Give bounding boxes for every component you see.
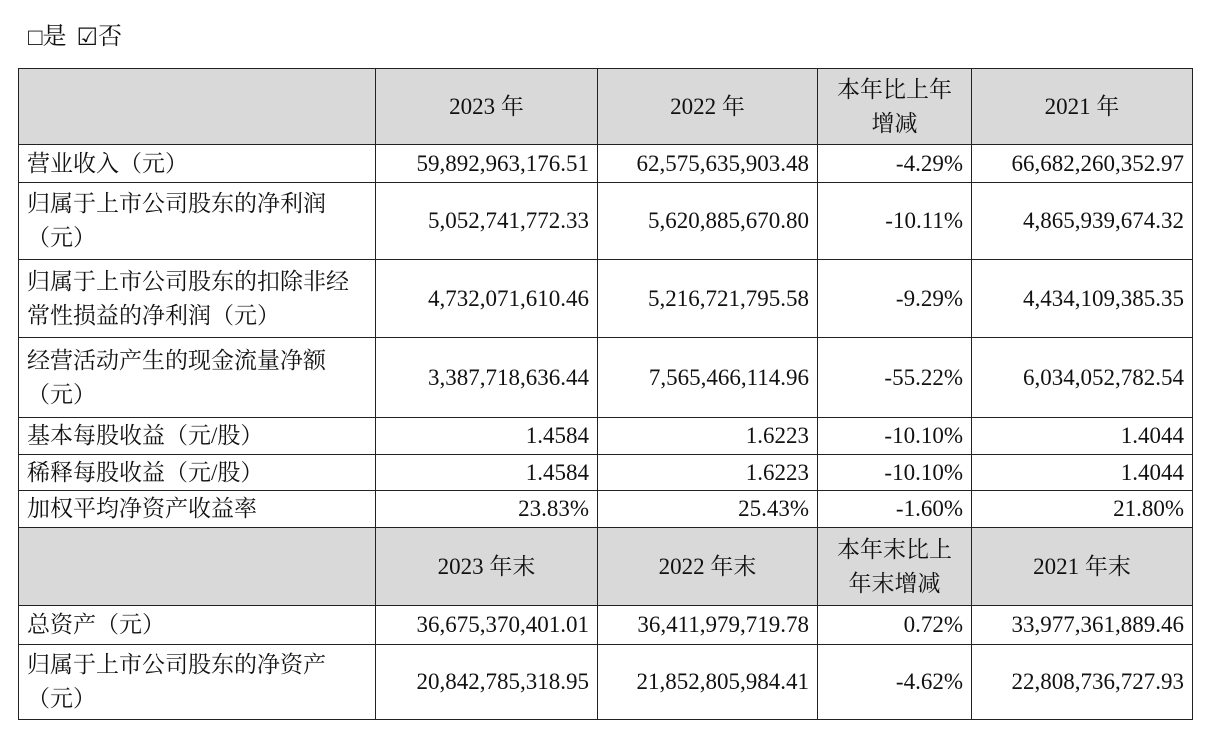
yes-label: 是: [42, 24, 67, 50]
value-2023: 1.4584: [376, 418, 598, 455]
value-2022: 5,620,885,670.80: [598, 183, 818, 260]
row-label: 归属于上市公司股东的扣除非经常性损益的净利润（元）: [19, 260, 376, 338]
subheader-change: 本年末比上年末增减: [818, 528, 972, 606]
row-label: 加权平均净资产收益率: [19, 491, 376, 528]
value-change: -10.10%: [818, 418, 972, 455]
value-2021: 1.4044: [972, 418, 1193, 455]
subheader-2023-end: 2023 年末: [376, 528, 598, 606]
table-row: [19, 606, 1193, 645]
header-2023: 2023 年: [376, 69, 598, 145]
row-label: 总资产（元）: [19, 606, 376, 645]
table-row: [19, 418, 1193, 455]
value-2023: 23.83%: [376, 491, 598, 528]
restatement-choice: [28, 20, 122, 55]
value-2023: 3,387,718,636.44: [376, 338, 598, 418]
value-2023: 36,675,370,401.01: [376, 606, 598, 645]
value-2021: 33,977,361,889.46: [972, 606, 1193, 645]
value-2021: 21.80%: [972, 491, 1193, 528]
value-2022: 25.43%: [598, 491, 818, 528]
value-2021: 4,865,939,674.32: [972, 183, 1193, 260]
value-change: -9.29%: [818, 260, 972, 338]
row-label: 基本每股收益（元/股）: [19, 418, 376, 455]
table-row: [19, 260, 1193, 338]
unchecked-box-icon: □: [28, 25, 43, 52]
value-2022: 1.6223: [598, 418, 818, 455]
value-2023: 1.4584: [376, 455, 598, 491]
header-change: 本年比上年增减: [818, 69, 972, 145]
value-change: -4.29%: [818, 145, 972, 183]
value-change: -1.60%: [818, 491, 972, 528]
header-2022: 2022 年: [598, 69, 818, 145]
value-change: -10.11%: [818, 183, 972, 260]
header-2021: 2021 年: [972, 69, 1193, 145]
row-label: 归属于上市公司股东的净资产（元）: [19, 645, 376, 720]
table-header-row: [19, 69, 1193, 145]
value-2022: 7,565,466,114.96: [598, 338, 818, 418]
table-row: [19, 338, 1193, 418]
value-change: -4.62%: [818, 645, 972, 720]
value-2021: 6,034,052,782.54: [972, 338, 1193, 418]
table-row: [19, 455, 1193, 491]
value-2021: 22,808,736,727.93: [972, 645, 1193, 720]
header-empty-cell: [19, 69, 376, 145]
table-row: [19, 645, 1193, 720]
value-2023: 5,052,741,772.33: [376, 183, 598, 260]
row-label: 稀释每股收益（元/股）: [19, 455, 376, 491]
value-2022: 36,411,979,719.78: [598, 606, 818, 645]
subheader-empty-cell: [19, 528, 376, 606]
subheader-2022-end: 2022 年末: [598, 528, 818, 606]
value-2022: 1.6223: [598, 455, 818, 491]
value-2021: 66,682,260,352.97: [972, 145, 1193, 183]
value-change: -10.10%: [818, 455, 972, 491]
checked-box-icon: ☑: [76, 25, 99, 52]
value-2022: 62,575,635,903.48: [598, 145, 818, 183]
row-label: 归属于上市公司股东的净利润（元）: [19, 183, 376, 260]
value-change: 0.72%: [818, 606, 972, 645]
value-2022: 5,216,721,795.58: [598, 260, 818, 338]
value-2021: 1.4044: [972, 455, 1193, 491]
subheader-2021-end: 2021 年末: [972, 528, 1193, 606]
row-label: 经营活动产生的现金流量净额（元）: [19, 338, 376, 418]
value-2022: 21,852,805,984.41: [598, 645, 818, 720]
row-label: 营业收入（元）: [19, 145, 376, 183]
no-label: 否: [98, 24, 123, 50]
table-row: [19, 183, 1193, 260]
value-2021: 4,434,109,385.35: [972, 260, 1193, 338]
value-2023: 4,732,071,610.46: [376, 260, 598, 338]
financial-data-table: [18, 68, 1193, 720]
value-change: -55.22%: [818, 338, 972, 418]
table-row: [19, 145, 1193, 183]
table-row: [19, 491, 1193, 528]
value-2023: 20,842,785,318.95: [376, 645, 598, 720]
table-subheader-row: [19, 528, 1193, 606]
value-2023: 59,892,963,176.51: [376, 145, 598, 183]
